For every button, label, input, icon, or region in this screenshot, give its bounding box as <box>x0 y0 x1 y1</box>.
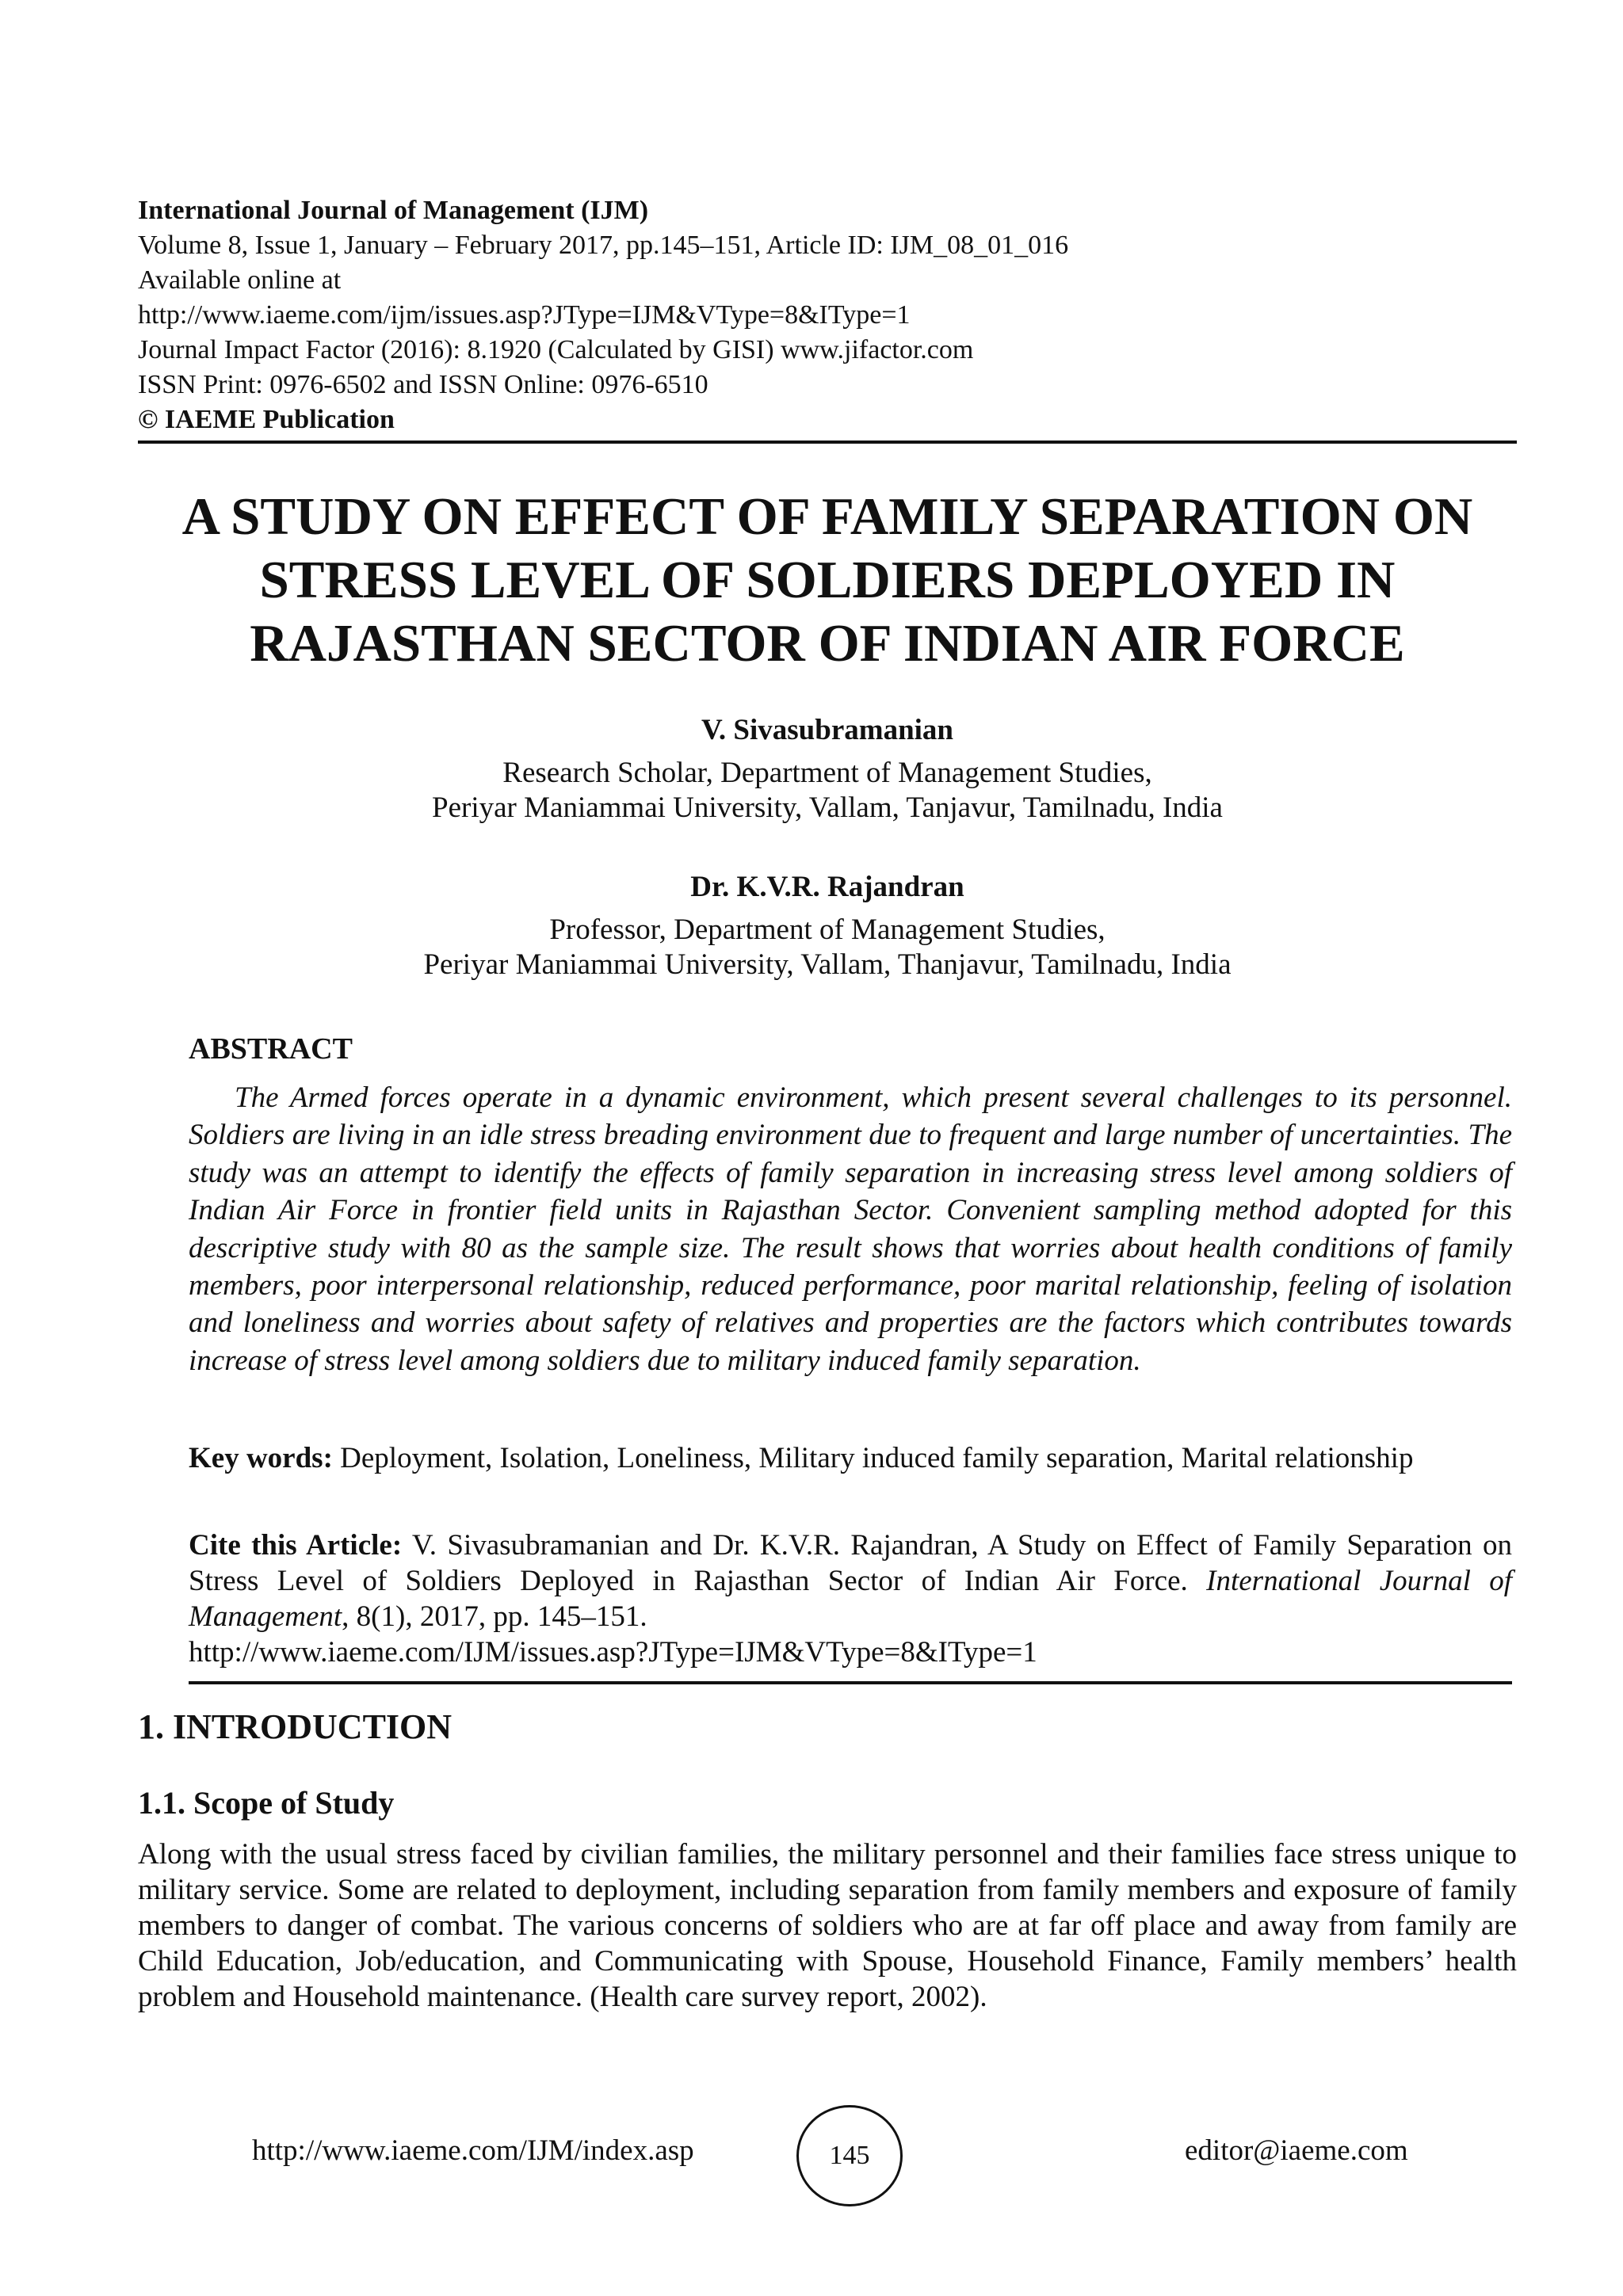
citation-url[interactable]: http://www.iaeme.com/IJM/issues.asp?JType=IJM&VType=8&IType=1 <box>189 1636 1037 1669</box>
citation-label: Cite this Article: <box>189 1529 403 1562</box>
page-number-text: 145 <box>829 2141 870 2170</box>
author-affiliation: Professor, Department of Management Studies, <box>549 913 1106 946</box>
citation <box>189 1527 1512 1670</box>
journal-issn: ISSN Print: 0976-6502 and ISSN Online: 0976-6510 <box>138 370 708 399</box>
journal-available: Available online at <box>138 265 342 295</box>
author-name: V. Sivasubramanian <box>701 714 954 746</box>
journal-header <box>138 193 1517 437</box>
footer-website-link[interactable]: http://www.iaeme.com/IJM/index.asp <box>252 2134 694 2167</box>
author-name: Dr. K.V.R. Rajandran <box>690 871 964 903</box>
title-line-1: A STUDY ON EFFECT OF FAMILY SEPARATION ON <box>181 487 1473 546</box>
journal-impact-factor: Journal Impact Factor (2016): 8.1920 (Calculated by GISI) www.jifactor.com <box>138 335 974 364</box>
keywords-text: Deployment, Isolation, Loneliness, Military induced family separation, Marital relationship <box>340 1442 1414 1474</box>
footer-email-link[interactable]: editor@iaeme.com <box>1185 2134 1408 2167</box>
paper-title <box>138 485 1517 675</box>
author-block-2 <box>138 870 1517 982</box>
journal-publisher: © IAEME Publication <box>138 405 395 434</box>
author-affiliation: Research Scholar, Department of Management Studies, <box>502 757 1152 789</box>
section-body-text: Along with the usual stress faced by civilian families, the military personnel and their families face stress unique to military service. Some are related to deployment, including separation from family members and exposure of family members to danger of combat. The various concerns of soldiers who are at far off place and away from family are Child Education, Job/education, and Communicating with Spouse, Household Finance, Family members’ health problem and Household maintenance. (Health care survey report, 2002). <box>138 1838 1517 2013</box>
keywords <box>189 1440 1512 1476</box>
subsection-heading: 1.1. Scope of Study <box>138 1785 395 1821</box>
journal-volume: Volume 8, Issue 1, January – February 2017, pp.145–151, Article ID: IJM_08_01_016 <box>138 231 1069 260</box>
section-heading: 1. INTRODUCTION <box>138 1707 453 1746</box>
citation-journal: International Journal of Management <box>189 1565 1512 1633</box>
page-number <box>796 2105 903 2206</box>
author-block-1 <box>138 713 1517 826</box>
author-affiliation: Periyar Maniammai University, Vallam, Thanjavur, Tamilnadu, India <box>423 948 1232 981</box>
author-affiliation: Periyar Maniammai University, Vallam, Tanjavur, Tamilnadu, India <box>432 791 1223 824</box>
title-line-2: STRESS LEVEL OF SOLDIERS DEPLOYED IN <box>259 551 1396 609</box>
header-divider <box>138 441 1517 444</box>
title-line-3: RAJASTHAN SECTOR OF INDIAN AIR FORCE <box>250 614 1405 673</box>
citation-details: , 8(1), 2017, pp. 145–151. <box>342 1600 647 1633</box>
keywords-label: Key words: <box>189 1442 333 1474</box>
journal-url[interactable]: http://www.iaeme.com/ijm/issues.asp?JType=IJM&VType=8&IType=1 <box>138 300 911 330</box>
citation-divider <box>189 1681 1512 1684</box>
journal-name: International Journal of Management (IJM) <box>138 196 649 225</box>
abstract-text: The Armed forces operate in a dynamic environment, which present several challenges to its personnel. Soldiers are living in an idle stress breading environment due to frequent and large number of uncertainties. The study was an attempt to identify the effects of family separation in increasing stress level among soldiers of Indian Air Force in frontier field units in Rajasthan Sector. Convenient sampling method adopted for this descriptive study with 80 as the sample size. The result shows that worries about health conditions of family members, poor interpersonal relationship, reduced performance, poor marital relationship, feeling of isolation and loneliness and worries about safety of relatives and properties are the factors which contributes towards increase of stress level among soldiers due to military induced family separation. <box>189 1081 1512 1377</box>
abstract-heading: ABSTRACT <box>189 1032 353 1066</box>
citation-text: V. Sivasubramanian and Dr. K.V.R. Rajandran, A Study on Effect of Family Separation on Stress Level of Soldiers Deployed in Rajasthan Sector of Indian Air Force. <box>189 1529 1512 1597</box>
